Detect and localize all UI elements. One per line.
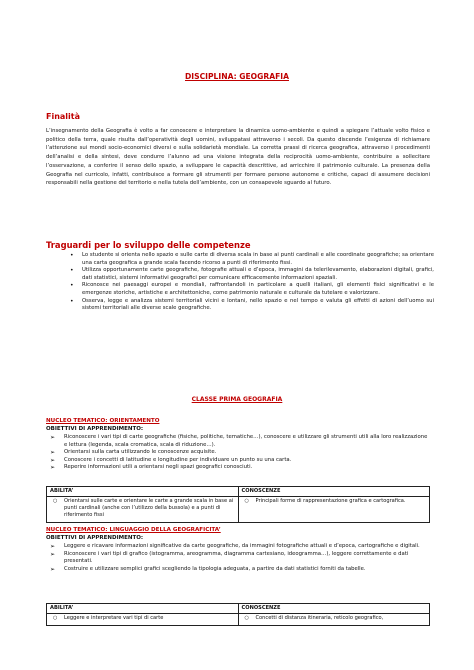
abilita-cell	[47, 497, 239, 523]
circle-bullet-icon: ○	[53, 498, 58, 504]
conoscenze-cell	[238, 614, 430, 626]
conoscenze-header: CONOSCENZE	[238, 604, 430, 614]
arrow-bullet-icon: ➢	[50, 464, 56, 472]
list-item: ○ Principali forme di rappresentazione grafica e cartografica.	[244, 498, 406, 504]
abilita-cell	[47, 614, 239, 626]
arrow-bullet-icon: ➢	[50, 565, 56, 573]
circle-bullet-icon: ○	[244, 498, 249, 504]
list-item: ○ Leggere e interpretare vari tipi di carte	[53, 615, 164, 621]
abilita-conoscenze-table-orientamento	[46, 486, 430, 523]
abilita-conoscenze-table-linguaggio	[46, 603, 430, 626]
traguardi-heading: Traguardi per lo sviluppo delle competenze	[46, 240, 251, 250]
arrow-bullet-icon: ➢	[50, 543, 56, 550]
abilita-header: ABILITA’	[47, 604, 239, 614]
bullet-icon: •	[70, 267, 74, 275]
nucleo-linguaggio-heading: NUCLEO TEMATICO: LINGUAGGIO DELLA GEOGRAFICITA’	[46, 527, 221, 533]
abilita-header: ABILITA’	[47, 487, 239, 497]
list-item: ➢ Costruire e utilizzare semplici grafici scegliendo la tipologia adeguata, a partire da dati statistici forniti da tabelle.	[50, 565, 366, 573]
bullet-icon: •	[70, 297, 74, 305]
arrow-bullet-icon: ➢	[50, 434, 56, 441]
list-item: ➢ Leggere e ricavare informazioni significative da carte geografiche, da immagini fotografiche attuali e d’epoca, cartografiche e digitali.	[50, 543, 420, 550]
finalita-paragraph: L’insegnamento della Geografia è volto a far conoscere e interpretare la dinamica uomo-ambiente e quindi a spiegare l’attuale volto fisico e politico della terra, quale risulta dall’operatività degli uomini, sviluppatasi attraverso i secoli. Da questo discende l’esigenza di richiamare l’attenzione sui mondi socio-economici diversi e sulla solidarietà mondiale. La corretta prassi di ricerca geografica, attraverso i procedimenti dell’analisi e della sintesi, deve condurre l’alunno ad una visione integrata della reciprocità uomo-ambiente, contribuire a sollecitare l’osservazione, a conferire il senso dello spazio, a sviluppare le capacità descrittive, ad arricchire il patrimonio culturale. La presenza della Geografia nel curricolo, infatti, contribuisce a formare gli strumenti per formare persone autonome e critiche, capaci di assumere decisioni responsabili nella gestione del territorio e nella tutela dell’ambiente, con un consapevole sguardo al futuro.	[46, 128, 430, 187]
list-item: ➢ Riconoscere i vari tipi di carte geografiche (fisiche, politiche, tematiche…), conoscere e utilizzare gli strumenti utili alla loro realizzazione e lettura (legenda, scala cromatica, scala di riduzione…).	[50, 434, 428, 448]
class-heading: CLASSE PRIMA GEOGRAFIA	[191, 396, 283, 403]
obiettivi-list-linguaggio	[46, 543, 432, 573]
list-item: ➢ Riconoscere i vari tipi di grafico (istogramma, areogramma, diagramma cartesiano, ideogramma…), leggere correttamente e dati presentati.	[50, 550, 409, 565]
traguardi-list	[70, 252, 434, 313]
list-item: • Riconosce nei paesaggi europei e mondiali, raffrontandoli in particolare a quelli italiani, gli elementi fisici significativi e le emergenze storiche, artistiche e architettoniche, come patrimonio naturale e culturale da tutelare e valorizzare.	[70, 282, 434, 296]
finalita-heading: Finalità	[46, 112, 81, 121]
list-item: • Osserva, legge e analizza sistemi territoriali vicini e lontani, nello spazio e nel tempo e valuta gli effetti di azioni dell’uomo sui sistemi territoriali alle diverse scale geografiche.	[70, 297, 434, 312]
list-item: ○ Concetti di distanza itineraria, reticolo geografico,	[244, 615, 384, 621]
circle-bullet-icon: ○	[244, 615, 249, 621]
circle-bullet-icon: ○	[53, 615, 58, 621]
arrow-bullet-icon: ➢	[50, 550, 56, 558]
list-item: • Utilizza opportunamente carte geografiche, fotografie attuali e d’epoca, immagini da telerilevamento, elaborazioni digitali, grafici, dati statistici, sistemi informativi geografici per comunicare efficacemente informazioni spaziali.	[70, 267, 434, 281]
obiettivi-heading: OBIETTIVI DI APPRENDIMENTO:	[46, 535, 144, 541]
conoscenze-header: CONOSCENZE	[238, 487, 430, 497]
obiettivi-list-orientamento	[46, 434, 432, 472]
bullet-icon: •	[70, 252, 74, 259]
conoscenze-cell	[238, 497, 430, 523]
list-item: ➢ Conoscere i concetti di latitudine e longitudine per individuare un punto su una carta.	[50, 456, 292, 464]
bullet-icon: •	[70, 282, 74, 290]
list-item: • Lo studente si orienta nello spazio e sulle carte di diversa scala in base ai punti cardinali e alle coordinate geografiche; sa orientare una carta geografica a grande scala facendo ricorso a punti di riferimento fissi.	[70, 252, 434, 266]
arrow-bullet-icon: ➢	[50, 449, 56, 457]
obiettivi-heading: OBIETTIVI DI APPRENDIMENTO:	[46, 426, 144, 432]
list-item: ➢ Reperire informazioni utili a orientarsi negli spazi geografici conosciuti.	[50, 464, 253, 472]
list-item: ○ Orientarsi sulle carte e orientare le carte a grande scala in base ai punti cardinali (anche con l’utilizzo della bussola) e a punti di riferimento fissi	[53, 498, 234, 518]
page-title: DISCIPLINA: GEOGRAFIA	[184, 72, 289, 81]
arrow-bullet-icon: ➢	[50, 456, 56, 464]
list-item: ➢ Orientarsi sulla carta utilizzando le conoscenze acquisite.	[50, 449, 217, 457]
nucleo-orientamento-heading: NUCLEO TEMATICO: ORIENTAMENTO	[46, 418, 160, 424]
